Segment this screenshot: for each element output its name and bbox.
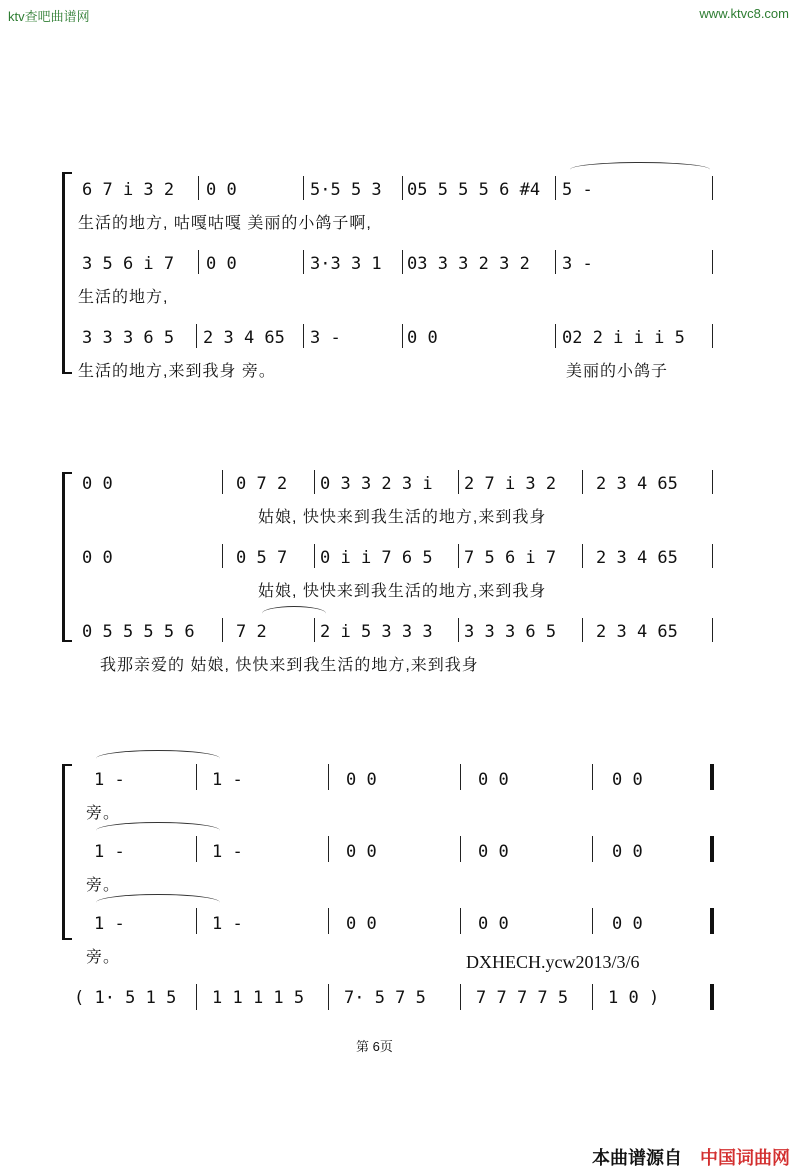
bracket-hook — [62, 472, 72, 474]
notes-measure: 1 - — [212, 842, 243, 862]
barline — [458, 544, 459, 568]
header-site-right[interactable]: www.ktvc8.com — [699, 6, 789, 21]
barline — [222, 470, 223, 494]
notes-measure: 7 2 — [236, 622, 267, 642]
barline — [712, 324, 713, 348]
notes-measure: 2 7 i 3 2 — [464, 474, 557, 494]
barline — [712, 470, 713, 494]
barline — [402, 176, 403, 200]
barline — [303, 324, 304, 348]
notes-measure: 0 0 — [478, 842, 509, 862]
notes-measure: 5 - — [562, 180, 593, 200]
barline — [402, 250, 403, 274]
lyrics-line: 生活的地方,来到我身 旁。 — [78, 363, 276, 380]
footer-source-label: 本曲谱源自 — [592, 1148, 682, 1168]
bracket-hook — [62, 640, 72, 642]
bracket-hook — [62, 938, 72, 940]
notes-measure: 1 - — [94, 842, 125, 862]
notes-measure: 0 0 — [346, 914, 377, 934]
barline — [712, 250, 713, 274]
barline — [460, 764, 461, 790]
barline — [314, 544, 315, 568]
barline — [582, 470, 583, 494]
notes-measure: 1 - — [94, 914, 125, 934]
barline — [555, 250, 556, 274]
notes-measure: 1 - — [94, 770, 125, 790]
barline — [222, 618, 223, 642]
notes-measure: 0 0 — [82, 474, 113, 494]
notes-measure: 03 3 3 2 3 2 — [407, 254, 530, 274]
notes-measure: 0 0 — [612, 842, 643, 862]
accompaniment-measure: 7· 5 7 5 — [344, 988, 426, 1008]
slur — [262, 606, 326, 621]
notes-measure: 1 - — [212, 914, 243, 934]
arranger-signature: DXHECH.ycw2013/3/6 — [466, 952, 640, 972]
notes-measure: 0 i i 7 6 5 — [320, 548, 433, 568]
notes-measure: 0 5 5 5 5 6 — [82, 622, 195, 642]
notes-measure: 0 0 — [346, 770, 377, 790]
barline — [582, 618, 583, 642]
lyrics-line: 美丽的小鸽子 — [566, 363, 669, 380]
notes-measure: 0 7 2 — [236, 474, 288, 494]
notes-measure: 0 0 — [478, 914, 509, 934]
accompaniment-measure: 7 7 7 7 5 — [476, 988, 569, 1008]
slur — [570, 162, 710, 177]
final-barline — [710, 984, 714, 1010]
lyrics-line: 姑娘, 快快来到我生活的地方,来到我身 — [258, 509, 547, 526]
barline — [196, 984, 197, 1010]
notes-measure: 0 0 — [612, 914, 643, 934]
barline — [460, 908, 461, 934]
barline — [196, 908, 197, 934]
bracket-hook — [62, 172, 72, 174]
notes-measure: 0 0 — [206, 254, 237, 274]
notes-measure: 2 3 4 65 — [596, 548, 678, 568]
lyrics-line: 旁。 — [86, 877, 121, 894]
notes-measure: 5·5 5 3 — [310, 180, 382, 200]
lyrics-line: 旁。 — [86, 949, 121, 966]
accompaniment-measure: ( 1· 5 1 5 — [74, 988, 177, 1008]
barline — [555, 324, 556, 348]
lyrics-line: 姑娘, 快快来到我生活的地方,来到我身 — [258, 583, 547, 600]
slur — [96, 750, 220, 767]
barline — [402, 324, 403, 348]
barline — [592, 908, 593, 934]
notes-measure: 3·3 3 1 — [310, 254, 382, 274]
lyrics-line: 生活的地方, — [78, 289, 169, 306]
notes-measure: 0 0 — [612, 770, 643, 790]
barline — [198, 250, 199, 274]
slur — [96, 894, 220, 911]
header-site-left[interactable]: ktv查吧曲谱网 — [8, 9, 90, 24]
barline — [303, 176, 304, 200]
barline — [592, 836, 593, 862]
notes-measure: 7 5 6 i 7 — [464, 548, 557, 568]
notes-measure: 0 0 — [407, 328, 438, 348]
barline — [712, 176, 713, 200]
bracket-hook — [62, 764, 72, 766]
system-bracket — [62, 172, 65, 374]
notes-measure: 3 3 3 6 5 — [464, 622, 557, 642]
lyrics-line: 旁。 — [86, 805, 121, 822]
barline — [458, 470, 459, 494]
notes-measure: 2 3 4 65 — [596, 622, 678, 642]
barline — [198, 176, 199, 200]
notes-measure: 0 0 — [346, 842, 377, 862]
system-bracket — [62, 764, 65, 940]
barline — [460, 984, 461, 1010]
notes-measure: 2 i 5 3 3 3 — [320, 622, 433, 642]
barline — [582, 544, 583, 568]
notes-measure: 02 2 i i i 5 — [562, 328, 685, 348]
barline — [196, 324, 197, 348]
footer-source-site[interactable]: 中国词曲网 — [700, 1148, 790, 1168]
notes-measure: 2 3 4 65 — [203, 328, 285, 348]
barline — [314, 470, 315, 494]
barline — [328, 836, 329, 862]
lyrics-line: 我那亲爱的 姑娘, 快快来到我生活的地方,来到我身 — [100, 657, 479, 674]
accompaniment-measure: 1 0 ) — [608, 988, 660, 1008]
barline — [328, 984, 329, 1010]
barline — [592, 764, 593, 790]
notes-measure: 3 - — [562, 254, 593, 274]
system-bracket — [62, 472, 65, 642]
notes-measure: 0 5 7 — [236, 548, 288, 568]
accompaniment-measure: 1 1 1 1 5 — [212, 988, 305, 1008]
notes-measure: 3 5 6 i 7 — [82, 254, 175, 274]
notes-measure: 0 0 — [82, 548, 113, 568]
barline — [196, 764, 197, 790]
barline — [303, 250, 304, 274]
notes-measure: 6 7 i 3 2 — [82, 180, 175, 200]
barline — [222, 544, 223, 568]
barline — [555, 176, 556, 200]
final-barline — [710, 764, 714, 790]
slur — [96, 822, 220, 839]
page-number: 第 6页 — [356, 1039, 393, 1054]
notes-measure: 0 0 — [478, 770, 509, 790]
final-barline — [710, 836, 714, 862]
notes-measure: 2 3 4 65 — [596, 474, 678, 494]
barline — [712, 618, 713, 642]
barline — [458, 618, 459, 642]
lyrics-line: 生活的地方, 咕嘎咕嘎 美丽的小鸽子啊, — [78, 215, 372, 232]
notes-measure: 1 - — [212, 770, 243, 790]
notes-measure: 3 3 3 6 5 — [82, 328, 175, 348]
notes-measure: 3 - — [310, 328, 341, 348]
notes-measure: 0 3 3 2 3 i — [320, 474, 433, 494]
barline — [196, 836, 197, 862]
barline — [314, 618, 315, 642]
barline — [328, 764, 329, 790]
barline — [328, 908, 329, 934]
barline — [592, 984, 593, 1010]
barline — [712, 544, 713, 568]
final-barline — [710, 908, 714, 934]
notes-measure: 05 5 5 5 6 #4 — [407, 180, 541, 200]
notes-measure: 0 0 — [206, 180, 237, 200]
barline — [460, 836, 461, 862]
bracket-hook — [62, 372, 72, 374]
